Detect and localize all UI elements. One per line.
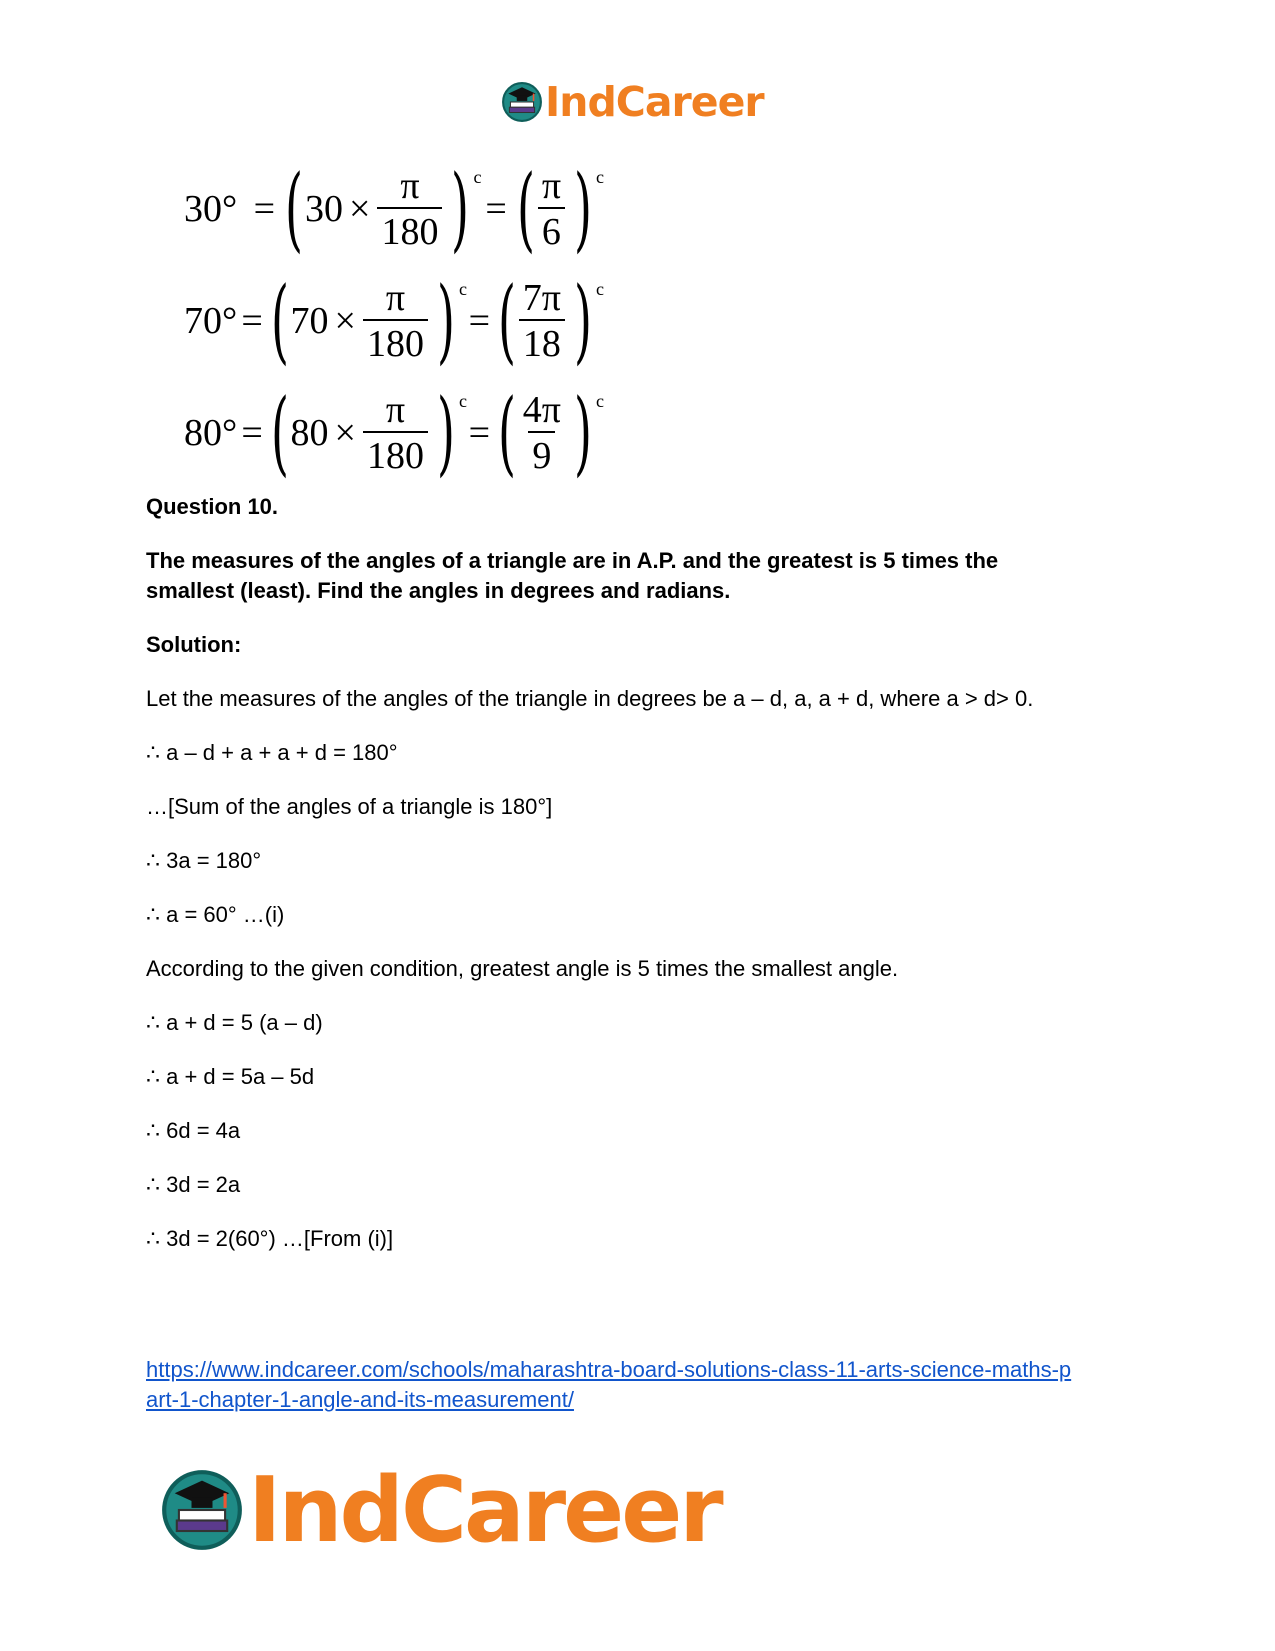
solution-line: ∴ 3a = 180°: [146, 848, 262, 873]
formula-middle: ( 30 × $\frac{\pi}{180}$ ) c: [285, 155, 482, 262]
solution-line: …[Sum of the angles of a triangle is 180°]: [146, 794, 553, 819]
radian-superscript: c: [595, 391, 604, 411]
question-title: Question 10.: [146, 494, 279, 519]
solution-line: Let the measures of the angles of the triangle in degrees be a – d, a, a + d, where a > d> 0.: [146, 686, 1034, 711]
solution-line: ∴ a – d + a + a + d = 180°: [146, 740, 398, 765]
fraction: [519, 279, 565, 363]
fraction-numerator: π: [400, 165, 420, 207]
times-sign: ×: [349, 188, 371, 230]
fraction-denominator: 180: [377, 207, 442, 251]
fraction-denominator: 180: [363, 431, 428, 475]
solution-line: ∴ 3d = 2a: [146, 1172, 241, 1197]
radian-superscript: c: [595, 279, 604, 299]
brand-name: IndCareer: [248, 1457, 721, 1563]
graduation-cap-book-icon: [501, 81, 543, 123]
fraction-numerator: π: [385, 389, 406, 431]
fraction-denominator: 18: [519, 319, 565, 363]
solution-title: Solution:: [146, 632, 242, 657]
graduation-cap-book-icon: [160, 1468, 244, 1552]
formula-lhs: 30°: [184, 188, 238, 230]
formula-middle: ( 70 × $\frac{\pi}{180}$ ) c: [270, 267, 467, 374]
solution-line: ∴ 6d = 4a: [146, 1118, 241, 1143]
equals-sign: =: [253, 188, 276, 230]
formula-row: [184, 267, 604, 374]
formula-lhs: 80°: [184, 412, 238, 454]
formula-row: [184, 155, 604, 262]
equals-sign: =: [241, 300, 263, 342]
question-text-line-2: smallest (least). Find the angles in degrees and radians.: [146, 578, 731, 603]
solution-line: ∴ a + d = 5a – 5d: [146, 1064, 315, 1089]
equals-sign: =: [468, 300, 491, 342]
solution-line: ∴ a + d = 5 (a – d): [146, 1010, 323, 1035]
formula-coefficient: 70: [290, 300, 329, 342]
radian-superscript: c: [596, 167, 604, 187]
times-sign: ×: [334, 412, 356, 454]
brand-name: IndCareer: [545, 78, 764, 126]
formula-lhs: 70°: [184, 300, 238, 342]
fraction-numerator: 4π: [522, 389, 561, 431]
solution-line: According to the given condition, greatest angle is 5 times the smallest angle.: [146, 956, 899, 981]
formula-coefficient: 80: [290, 412, 329, 454]
solution-line: ∴ a = 60° …(i): [146, 902, 285, 927]
fraction: [363, 279, 428, 363]
fraction-denominator: 180: [363, 319, 428, 363]
fraction-denominator: 9: [528, 431, 555, 475]
question-text-line-1: The measures of the angles of a triangle are in A.P. and the greatest is 5 times the: [146, 548, 999, 573]
formula-row: [184, 379, 604, 486]
formula-result: ( $\frac{7\pi}{18}$ ) c: [497, 267, 604, 374]
fraction: [363, 391, 428, 475]
formula-result: ( $\frac{\pi}{6}$ ) c: [516, 155, 604, 262]
radian-superscript: c: [458, 279, 467, 299]
fraction: [519, 391, 565, 475]
radian-superscript: c: [473, 167, 482, 187]
equals-sign: =: [485, 188, 507, 230]
source-link[interactable]: [146, 1355, 1106, 1415]
equals-sign: =: [468, 412, 491, 454]
fraction-numerator: 7π: [522, 277, 561, 319]
fraction: [377, 167, 442, 251]
equals-sign: =: [241, 412, 263, 454]
radian-superscript: c: [458, 391, 467, 411]
fraction-denominator: 6: [538, 207, 565, 251]
fraction: [538, 167, 565, 251]
source-link-line-1[interactable]: https://www.indcareer.com/schools/maharashtra-board-solutions-class-11-arts-science-maths-p: [146, 1357, 1072, 1382]
header-logo: [501, 80, 764, 124]
solution-line: ∴ 3d = 2(60°) …[From (i)]: [146, 1226, 394, 1251]
fraction-numerator: π: [541, 165, 561, 207]
times-sign: ×: [334, 300, 356, 342]
formula-result: ( $\frac{4\pi}{9}$ ) c: [497, 379, 604, 486]
footer-logo: [160, 1457, 721, 1563]
conversion-formulas: [184, 155, 604, 486]
source-link-line-2[interactable]: art-1-chapter-1-angle-and-its-measurement/: [146, 1387, 574, 1412]
formula-coefficient: 30: [305, 188, 344, 230]
formula-middle: ( 80 × $\frac{\pi}{180}$ ) c: [270, 379, 467, 486]
fraction-numerator: π: [385, 277, 406, 319]
